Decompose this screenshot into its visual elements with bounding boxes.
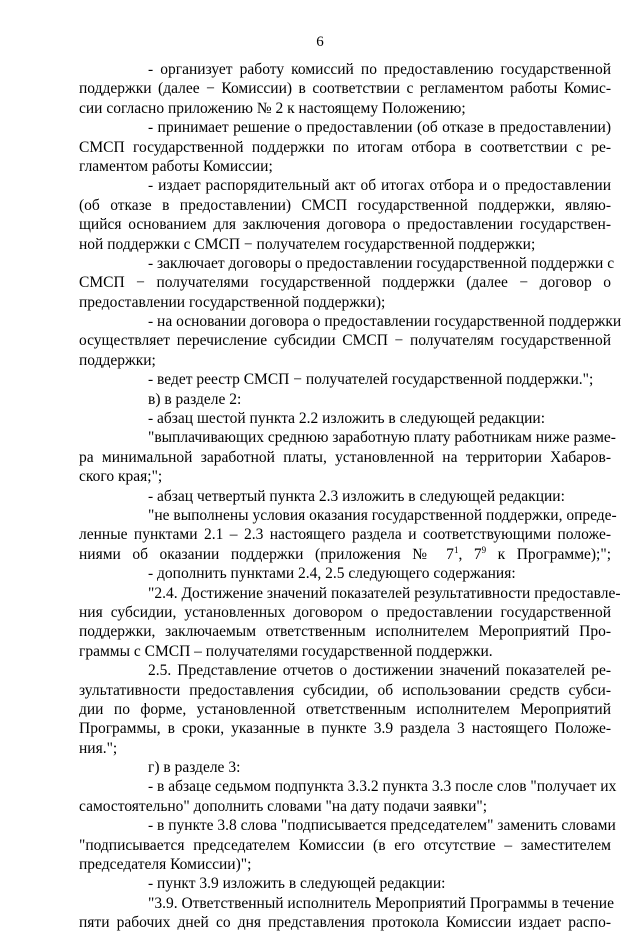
text-line: "не выполнены условия оказания государственной поддержки, опреде- — [148, 506, 617, 524]
text-line: граммы с СМСП – получателями государственной поддержки. — [79, 642, 493, 660]
text-line: в) в разделе 2: — [148, 390, 242, 408]
superscript: 9 — [481, 544, 487, 555]
text-line: ния субсидии, установленных договором о предоставлении государственной — [79, 603, 611, 621]
text-line: - пункт 3.9 изложить в следующей редакции: — [148, 875, 446, 893]
text-line: - в пункте 3.8 слова "подписывается председателем" заменить словами — [148, 817, 616, 835]
text-line: ниями об оказании поддержки (приложения № $7^1$, $7^9$ к Программе);"; — [79, 544, 611, 563]
text-line: 2.5. Представление отчетов о достижении значений показателей ре- — [148, 662, 611, 680]
text-line: дии по форме, установленной ответственным исполнителем Мероприятий — [79, 700, 611, 718]
text-line: ния."; — [79, 739, 118, 757]
text-line: поддержки; — [79, 351, 156, 369]
text-line: "подписывается председателем Комиссии (в его отсутствие – заместителем — [79, 836, 611, 854]
text-line: - дополнить пунктами 2.4, 2.5 следующего содержания: — [148, 565, 516, 583]
text-line: - издает распорядительный акт об итогах отбора и о предоставлении — [148, 177, 611, 195]
text-line: - абзац шестой пункта 2.2 изложить в следующей редакции: — [148, 410, 546, 428]
text-line: - в абзаце седьмом подпункта 3.3.2 пункта 3.3 после слов "получает их — [148, 778, 617, 796]
text-line: ной поддержки с СМСП − получателем государственной поддержки; — [79, 235, 536, 253]
text-line: - заключает договоры о предоставлении государственной поддержки с — [148, 254, 615, 272]
text-line: гламентом работы Комиссии; — [79, 157, 273, 175]
text-line: пяти рабочих дней со дня представления протокола Комиссии издает распо- — [79, 914, 611, 932]
text-line: самостоятельно" дополнить словами "на дату подачи заявки"; — [79, 797, 488, 815]
text-line: предоставлении государственной поддержки); — [79, 293, 386, 311]
text-line: г) в разделе 3: — [148, 759, 241, 777]
text-line: - принимает решение о предоставлении (об отказе в предоставлении) — [148, 119, 611, 137]
text-line: ра минимальной заработной платы, установленной на территории Хабаров- — [79, 448, 611, 466]
text-line: зультативности предоставления субсидии, об использовании средств субси- — [79, 681, 611, 699]
text-line: поддержки (далее − Комиссии) в соответствии с регламентом работы Комис- — [79, 80, 611, 98]
text-line: СМСП − получателями государственной поддержки (далее − договор о — [79, 274, 611, 292]
text-line: председателя Комиссии)"; — [79, 856, 252, 874]
text-line: (об отказе в предоставлении) СМСП государственной поддержки, являю- — [79, 196, 611, 214]
text-line: - организует работу комиссий по предоставлению государственной — [148, 61, 611, 78]
text-line: осуществляет перечисление субсидии СМСП − получателям государственной — [79, 332, 611, 350]
text-line: "выплачивающих среднюю заработную плату работникам ниже разме- — [148, 429, 616, 447]
text-line: СМСП государственной поддержки по итогам отбора в соответствии с ре- — [79, 138, 611, 156]
text-line: ского края;"; — [79, 468, 163, 486]
text-line: - на основании договора о предоставлении государственной поддержки — [148, 313, 622, 331]
text-line: ленные пунктами 2.1 – 2.3 настоящего раздела и соответствующими положе- — [79, 526, 611, 544]
text-line: щийся основанием для заключения договора о предоставлении государствен- — [79, 216, 611, 234]
text-line: - ведет реестр СМСП − получателей государственной поддержки."; — [148, 371, 594, 389]
text-line: сии согласно приложению № 2 к настоящему Положению; — [79, 99, 466, 117]
text-line: "2.4. Достижение значений показателей результативности предоставле- — [148, 584, 621, 602]
text-line: - абзац четвертый пункта 2.3 изложить в следующей редакции: — [148, 487, 565, 505]
document-body — [79, 60, 622, 933]
superscript: 1 — [453, 544, 459, 555]
page-number: 6 — [316, 34, 324, 50]
text-line: Программы, в сроки, указанные в пункте 3.9 раздела 3 настоящего Положе- — [79, 720, 611, 738]
text-line: "3.9. Ответственный исполнитель Мероприятий Программы в течение — [148, 894, 614, 912]
text-line: поддержки, заключаемым ответственным исполнителем Мероприятий Про- — [79, 623, 611, 641]
